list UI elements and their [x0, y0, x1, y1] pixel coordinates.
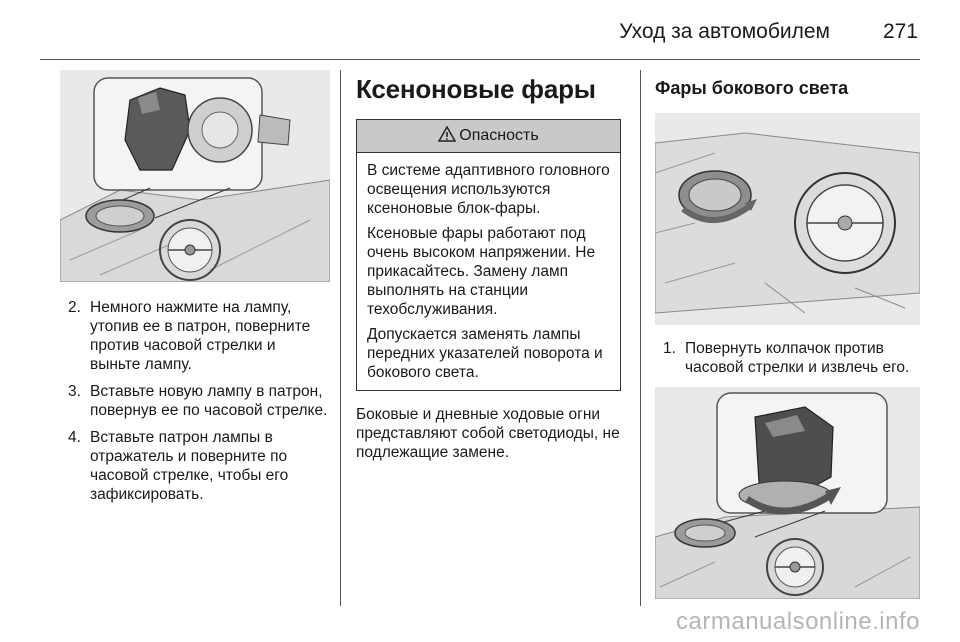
- right-steps-list: [655, 339, 920, 377]
- subsection-title: Фары бокового света: [655, 78, 849, 98]
- danger-warning-box: [356, 119, 621, 391]
- section-title: Ксеноновые фары: [356, 74, 596, 104]
- header-title: Уход за автомобилем: [619, 20, 830, 43]
- warning-paragraph: В системе адаптивного головного освещения используются ксеноновые блок-фары.: [367, 162, 610, 217]
- list-item: [60, 382, 330, 420]
- warning-paragraph: Ксеновые фары работают под очень высоком напряжении. Не прикасайтесь. Замену ламп выполнять на станции техобслуживания.: [367, 225, 596, 318]
- header-rule: [40, 59, 920, 60]
- warning-header: [357, 120, 620, 153]
- step-number: 3.: [68, 383, 81, 400]
- bulb-removal-drawing: [60, 70, 330, 282]
- middle-column: [356, 70, 626, 462]
- cap-drawing: [655, 113, 920, 325]
- step-text: Немного нажмите на лампу, утопив ее в патрон, поверните против часовой стрелки и выньте лампу.: [90, 299, 311, 373]
- body-paragraph: Боковые и дневные ходовые огни представляют собой светодиоды, не подлежащие замене.: [356, 406, 620, 461]
- warning-label: Опасность: [459, 127, 539, 144]
- step-text: Вставьте новую лампу в патрон, повернув ее по часовой стрелке.: [90, 383, 328, 419]
- step-number: 1.: [663, 340, 676, 357]
- warning-paragraph: Допускается заменять лампы передних указателей поворота и бокового света.: [367, 326, 603, 381]
- list-item: [60, 428, 330, 504]
- left-column: [60, 70, 330, 512]
- step-number: 2.: [68, 299, 81, 316]
- column-divider-1: [340, 70, 341, 606]
- list-item: [655, 339, 920, 377]
- cap-illustration: [655, 113, 920, 325]
- socket-illustration: [655, 387, 920, 599]
- bulb-removal-illustration: [60, 70, 330, 282]
- list-item: [60, 298, 330, 374]
- step-text: Вставьте патрон лампы в отражатель и поверните по часовой стрелке, чтобы его зафиксировать.: [90, 429, 289, 503]
- warning-body: [357, 153, 620, 390]
- warning-triangle-icon: [438, 126, 456, 147]
- page-header: [40, 14, 920, 54]
- page-number: 271: [882, 20, 918, 43]
- socket-drawing: [655, 387, 920, 599]
- step-number: 4.: [68, 429, 81, 446]
- left-steps-list: [60, 298, 330, 504]
- watermark: carmanualsonline.info: [676, 608, 920, 635]
- right-column: [655, 70, 920, 599]
- column-divider-2: [640, 70, 641, 606]
- step-text: Повернуть колпачок против часовой стрелки и извлечь его.: [685, 340, 910, 376]
